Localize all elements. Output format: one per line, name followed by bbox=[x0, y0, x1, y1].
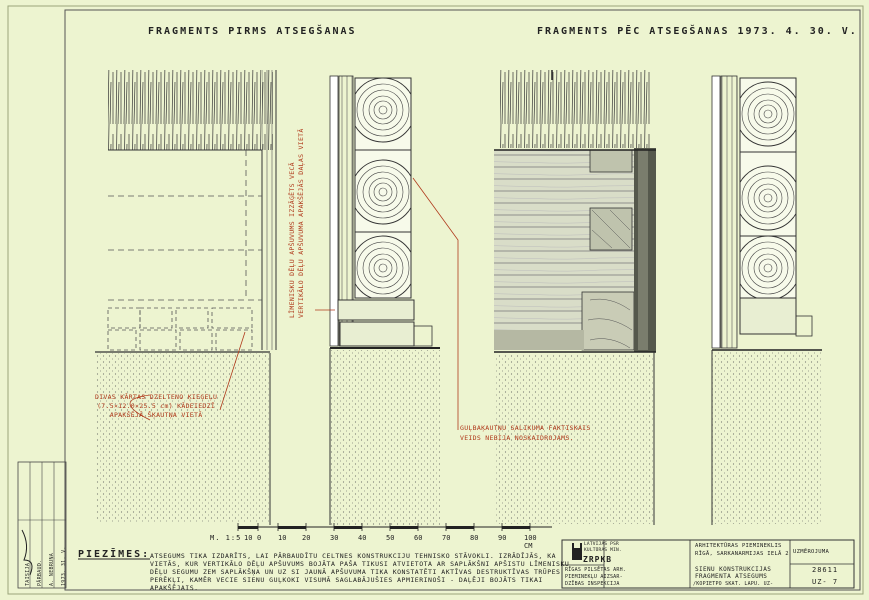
scale-tick-label: 100 CM bbox=[524, 534, 537, 550]
log-annotation bbox=[460, 423, 591, 443]
scale-tick-label: 30 bbox=[330, 534, 339, 542]
heading-after-uncovering: FRAGMENTS PĒC ATSEGŠANAS 1973. 4. 30. V. bbox=[537, 26, 858, 37]
org-abbreviation: ZRPKB bbox=[583, 555, 613, 564]
signature-strip bbox=[22, 546, 70, 586]
scale-tick-label: 10 bbox=[244, 534, 253, 542]
org-line2: KULTŪRAS MIN. bbox=[584, 548, 622, 553]
scale-tick-label: 90 bbox=[498, 534, 507, 542]
signature-name: A. NEBRUŅA bbox=[49, 552, 55, 586]
brick-annotation-line1: DIVAS KĀRTAS DZELTENO ĶIEĢEĻU bbox=[95, 393, 218, 401]
scale-tick-label: 50 bbox=[386, 534, 395, 542]
project-address: RĪGĀ, SARKANARMIJAS IELĀ 2 bbox=[695, 551, 789, 557]
brick-annotation-line3: APAKŠĒJĀ ŠĶAUTŅA VIETĀ bbox=[109, 411, 203, 419]
archive-number: 28611 bbox=[812, 566, 839, 574]
sheet-title-line2: FRAGMENTA ATSEGUMS bbox=[695, 573, 768, 580]
notes-text: ATSEGUMS TIKA IZDARĪTS, LAI PĀRBAUDĪTU CELTNES KONSTRUKCIJU TEHNISKO STĀVOKLI. IZRĀDĪJĀS, KA VIETĀS, KUR VERTIKĀLO DĒĻU APŠUVUMS BOJĀTA PAŠA TIKUSI ATVIETOTA AR SAPLĀKŠNI APŠISTU LĪMENISKU DĒĻU SEGUMU ZEM SAPLĀKŠŅA UN UZ SI JAUNĀ APŠUVUMA TIKA KONSTATĒTI AKTĪVAS DESTRUKTĪVAS TRŪPES PERĒKĻI, KAMĒR VECIE SIENU GUĻKOKI VISUMĀ SAGLABĀJUŠIES APMIERINOŠI - DAĻĒJI BOJĀTS TIKAI APAKŠĒJAIS. bbox=[150, 552, 570, 592]
org-sub-line2: PIEMINEKĻU AIZSAR- bbox=[565, 574, 623, 580]
signature-role-made: TAISIJA bbox=[25, 562, 31, 586]
scale-tick-label: 40 bbox=[358, 534, 367, 542]
sheet-title-line1: SIENU KONSTRUKCIJAS bbox=[695, 566, 772, 573]
log-annotation-line2: VEIDS NEBIJA NOSKAIDROJAMS. bbox=[460, 434, 574, 442]
scale-tick-label: 80 bbox=[470, 534, 479, 542]
project-name: ARHITEKTŪRAS PIEMINEKLIS bbox=[695, 543, 782, 549]
log-annotation-line1: GUĻBAĶAUTŅU SALIKUMA FAKTISKAIS bbox=[460, 424, 591, 432]
brick-annotation-line2: (7.5×12.0×25.5 cm) KĀDEIEDZĪ bbox=[97, 402, 216, 410]
measurement-label: UZMĒROJUMA bbox=[793, 549, 830, 555]
vertical-annotation bbox=[288, 128, 306, 318]
heading-before-uncovering: FRAGMENTS PIRMS ATSEGŠANAS bbox=[148, 26, 357, 37]
vertical-annotation-line1: LĪMENISKU DĒĻU APŠUVUMS IZZĀĢĒTS VECĀ bbox=[288, 162, 296, 318]
brick-annotation bbox=[95, 393, 217, 420]
scale-tick-label: 10 bbox=[278, 534, 287, 542]
signature-role-checked: PĀRBAUD. bbox=[37, 559, 43, 586]
org-sub-line1: RĪGAS PILSĒTAS ARH. bbox=[565, 567, 626, 573]
org-line1: LATVIJAS PSR bbox=[584, 542, 619, 547]
notes-heading: PIEZĪMES: bbox=[78, 549, 151, 560]
scale-tick-label: 0 bbox=[257, 534, 262, 542]
sheet-number: UZ- 7 bbox=[812, 578, 839, 586]
vertical-annotation-line2: VERTIKĀLO DĒĻU APŠUVUMA APAKŠĒJĀS DAĻAS VIETĀ bbox=[297, 128, 305, 318]
scale-tick-label: 60 bbox=[414, 534, 423, 542]
scale-tick-label: 20 bbox=[302, 534, 311, 542]
signature-date: 1973. 31. V. bbox=[61, 546, 67, 586]
org-sub-line3: DZĪBAS INSPEKCIJA bbox=[565, 581, 620, 587]
scale-tick-label: 70 bbox=[442, 534, 451, 542]
scale-label: M. 1:5 bbox=[210, 534, 242, 542]
sheet-title-line3: /KOPIETPO SKAT. LAPU. UZ- bbox=[693, 581, 774, 587]
